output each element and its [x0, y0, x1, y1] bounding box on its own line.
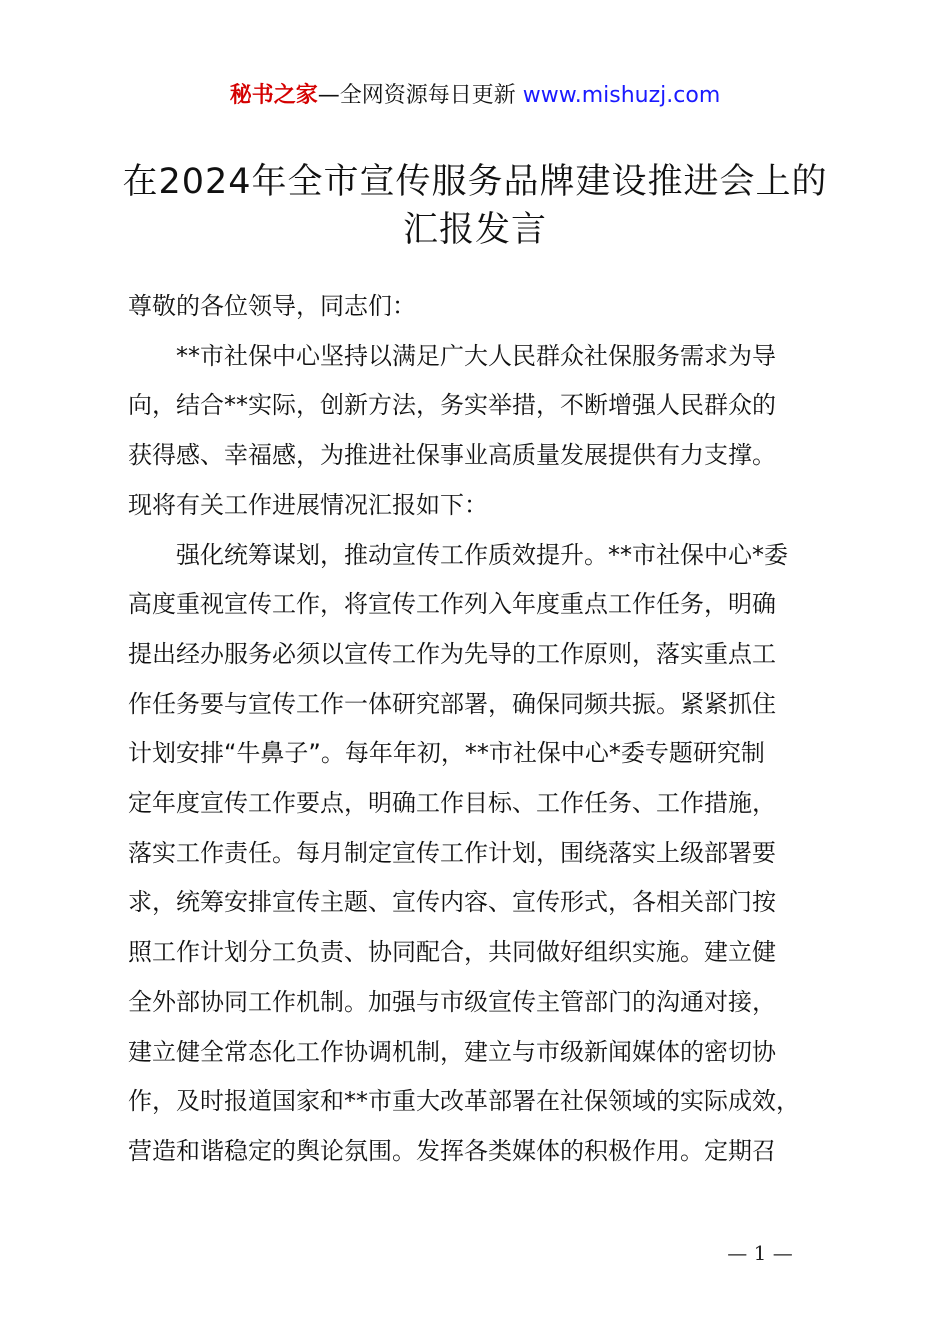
body-line: 向，结合**实际，创新方法，务实举措，不断增强人民群众的	[128, 391, 776, 420]
body-line: 强化统筹谋划，推动宣传工作质效提升。**市社保中心*委	[128, 540, 788, 569]
body-line: 营造和谐稳定的舆论氛围。发挥各类媒体的积极作用。定期召	[128, 1136, 776, 1165]
body-line: 求，统筹安排宣传主题、宣传内容、宣传形式，各相关部门按	[128, 888, 776, 917]
body-line: **市社保中心坚持以满足广大人民群众社保服务需求为导	[128, 341, 776, 370]
title-line: 在2024年全市宣传服务品牌建设推进会上的	[122, 162, 828, 202]
salutation: 尊敬的各位领导，同志们：	[128, 292, 416, 320]
body-line: 落实工作责任。每月制定宣传工作计划，围绕落实上级部署要	[128, 838, 776, 867]
body-line: 建立健全常态化工作协调机制，建立与市级新闻媒体的密切协	[128, 1037, 776, 1066]
document-body	[128, 282, 853, 1177]
body-line: 照工作计划分工负责、协同配合，共同做好组织实施。建立健	[128, 938, 776, 967]
site-tagline: —全网资源每日更新	[317, 83, 516, 108]
document-title	[100, 158, 850, 254]
body-line: 现将有关工作进展情况汇报如下：	[128, 490, 488, 519]
body-line: 作任务要与宣传工作一体研究部署，确保同频共振。紧紧抓住	[128, 689, 776, 718]
body-line: 获得感、幸福感，为推进社保事业高质量发展提供有力支撑。	[128, 441, 776, 470]
body-line: 全外部协同工作机制。加强与市级宣传主管部门的沟通对接，	[128, 987, 776, 1016]
title-line: 汇报发言	[402, 210, 547, 250]
site-url-link[interactable]: www.mishuzj.com	[522, 83, 721, 108]
site-brand: 秘书之家	[229, 83, 318, 108]
page-number: — 1 —	[727, 1241, 793, 1265]
body-line: 计划安排“牛鼻子”。每年年初，**市社保中心*委专题研究制	[128, 739, 765, 768]
body-line: 提出经办服务必须以宣传工作为先导的工作原则，落实重点工	[128, 639, 776, 668]
site-header	[0, 78, 950, 114]
body-line: 作，及时报道国家和**市重大改革部署在社保领域的实际成效，	[128, 1087, 800, 1116]
body-line: 定年度宣传工作要点，明确工作目标、工作任务、工作措施，	[128, 789, 776, 818]
body-line: 高度重视宣传工作，将宣传工作列入年度重点工作任务，明确	[128, 590, 776, 619]
